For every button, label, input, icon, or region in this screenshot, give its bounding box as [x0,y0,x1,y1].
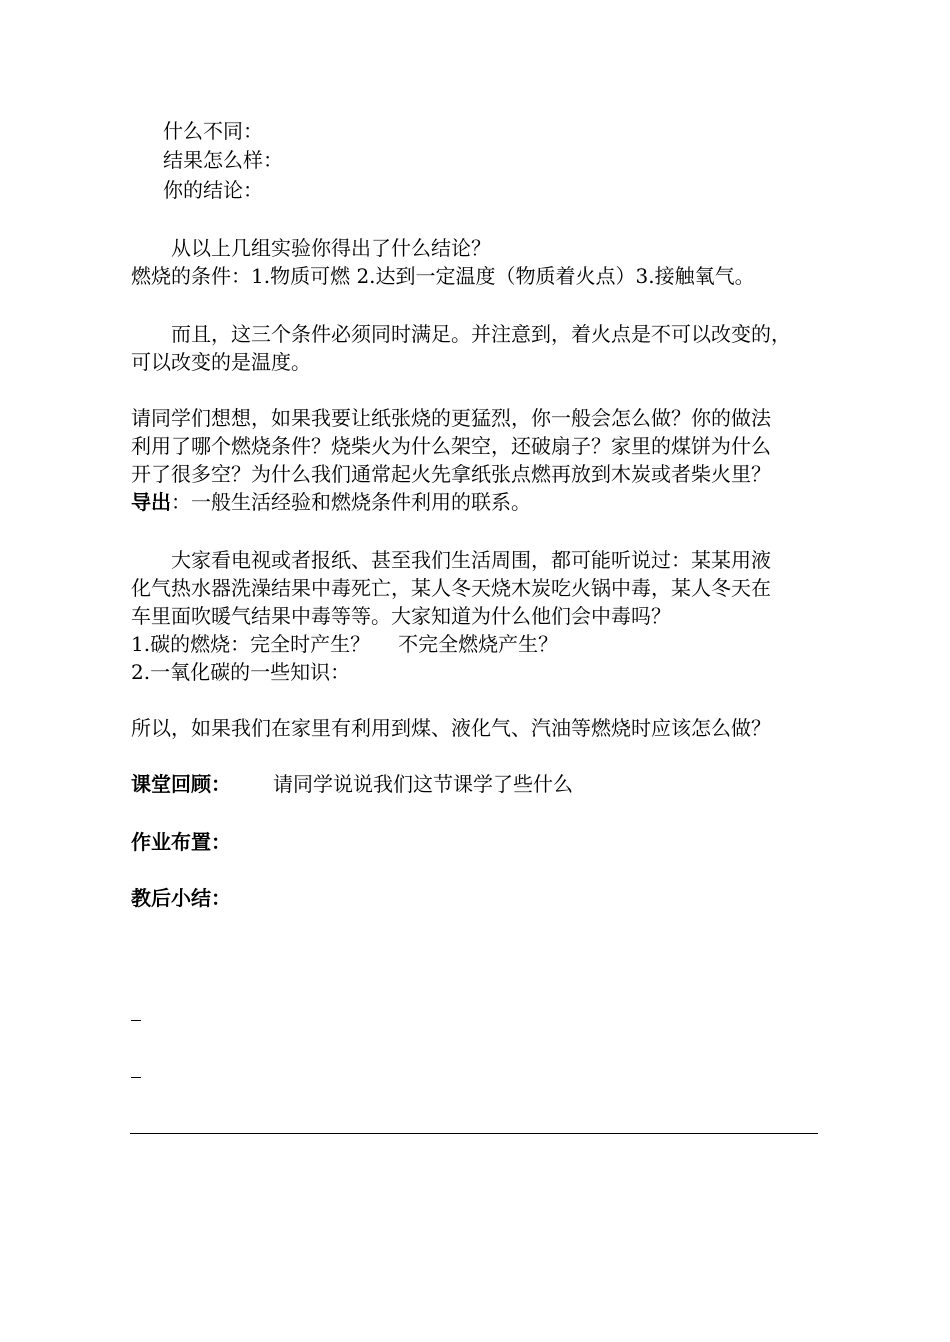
experiment-question-differences: 什么不同： [163,119,263,143]
lead-out-line [131,489,531,515]
carbon-combustion-item [131,631,558,657]
blank-dash-2 [131,1077,141,1078]
discussion-line-2: 利用了哪个燃烧条件？烧柴火为什么架空，还破扇子？家里的煤饼为什么 [131,434,771,458]
poisoning-line-3: 车里面吹暖气结果中毒等等。大家知道为什么他们会中毒吗？ [131,604,671,628]
carbon-incomplete-combustion: 不完全燃烧产生？ [398,632,559,656]
blank-dash-1 [131,1020,141,1021]
lead-out-label: 导出 [131,490,171,514]
discussion-line-3: 开了很多空？为什么我们通常起火先拿纸张点燃再放到木炭或者柴火里？ [131,462,771,486]
homework-label: 作业布置： [131,830,231,854]
lead-out-text: ：一般生活经验和燃烧条件利用的联系。 [171,490,531,514]
experiment-question-results: 结果怎么样： [163,148,283,172]
combustion-conditions: 燃烧的条件：1.物质可燃 2.达到一定温度（物质着火点）3.接触氧气。 [131,264,755,288]
review-label: 课堂回顾： [131,772,231,796]
carbon-complete-combustion: 1.碳的燃烧：完全时产生？ [131,632,371,656]
conclusion-question: 从以上几组实验你得出了什么结论？ [171,236,491,260]
note-line-2: 可以改变的是温度。 [131,350,311,374]
safety-question: 所以，如果我们在家里有利用到煤、液化气、汽油等燃烧时应该怎么做？ [131,716,771,740]
note-line-1: 而且，这三个条件必须同时满足。并注意到，着火点是不可以改变的， [171,322,791,346]
review-text: 请同学说说我们这节课学了些什么 [273,772,573,796]
discussion-line-1: 请同学们想想，如果我要让纸张烧的更猛烈，你一般会怎么做？你的做法 [131,406,771,430]
experiment-question-conclusion: 你的结论： [163,178,263,202]
review-line [131,771,573,797]
poisoning-line-2: 化气热水器洗澡结果中毒死亡，某人冬天烧木炭吃火锅中毒，某人冬天在 [131,576,771,600]
poisoning-line-1: 大家看电视或者报纸、甚至我们生活周围，都可能听说过：某某用液 [171,548,771,572]
reflection-label: 教后小结： [131,886,231,910]
carbon-monoxide-item: 2.一氧化碳的一些知识： [131,660,351,684]
bottom-rule [130,1133,818,1134]
